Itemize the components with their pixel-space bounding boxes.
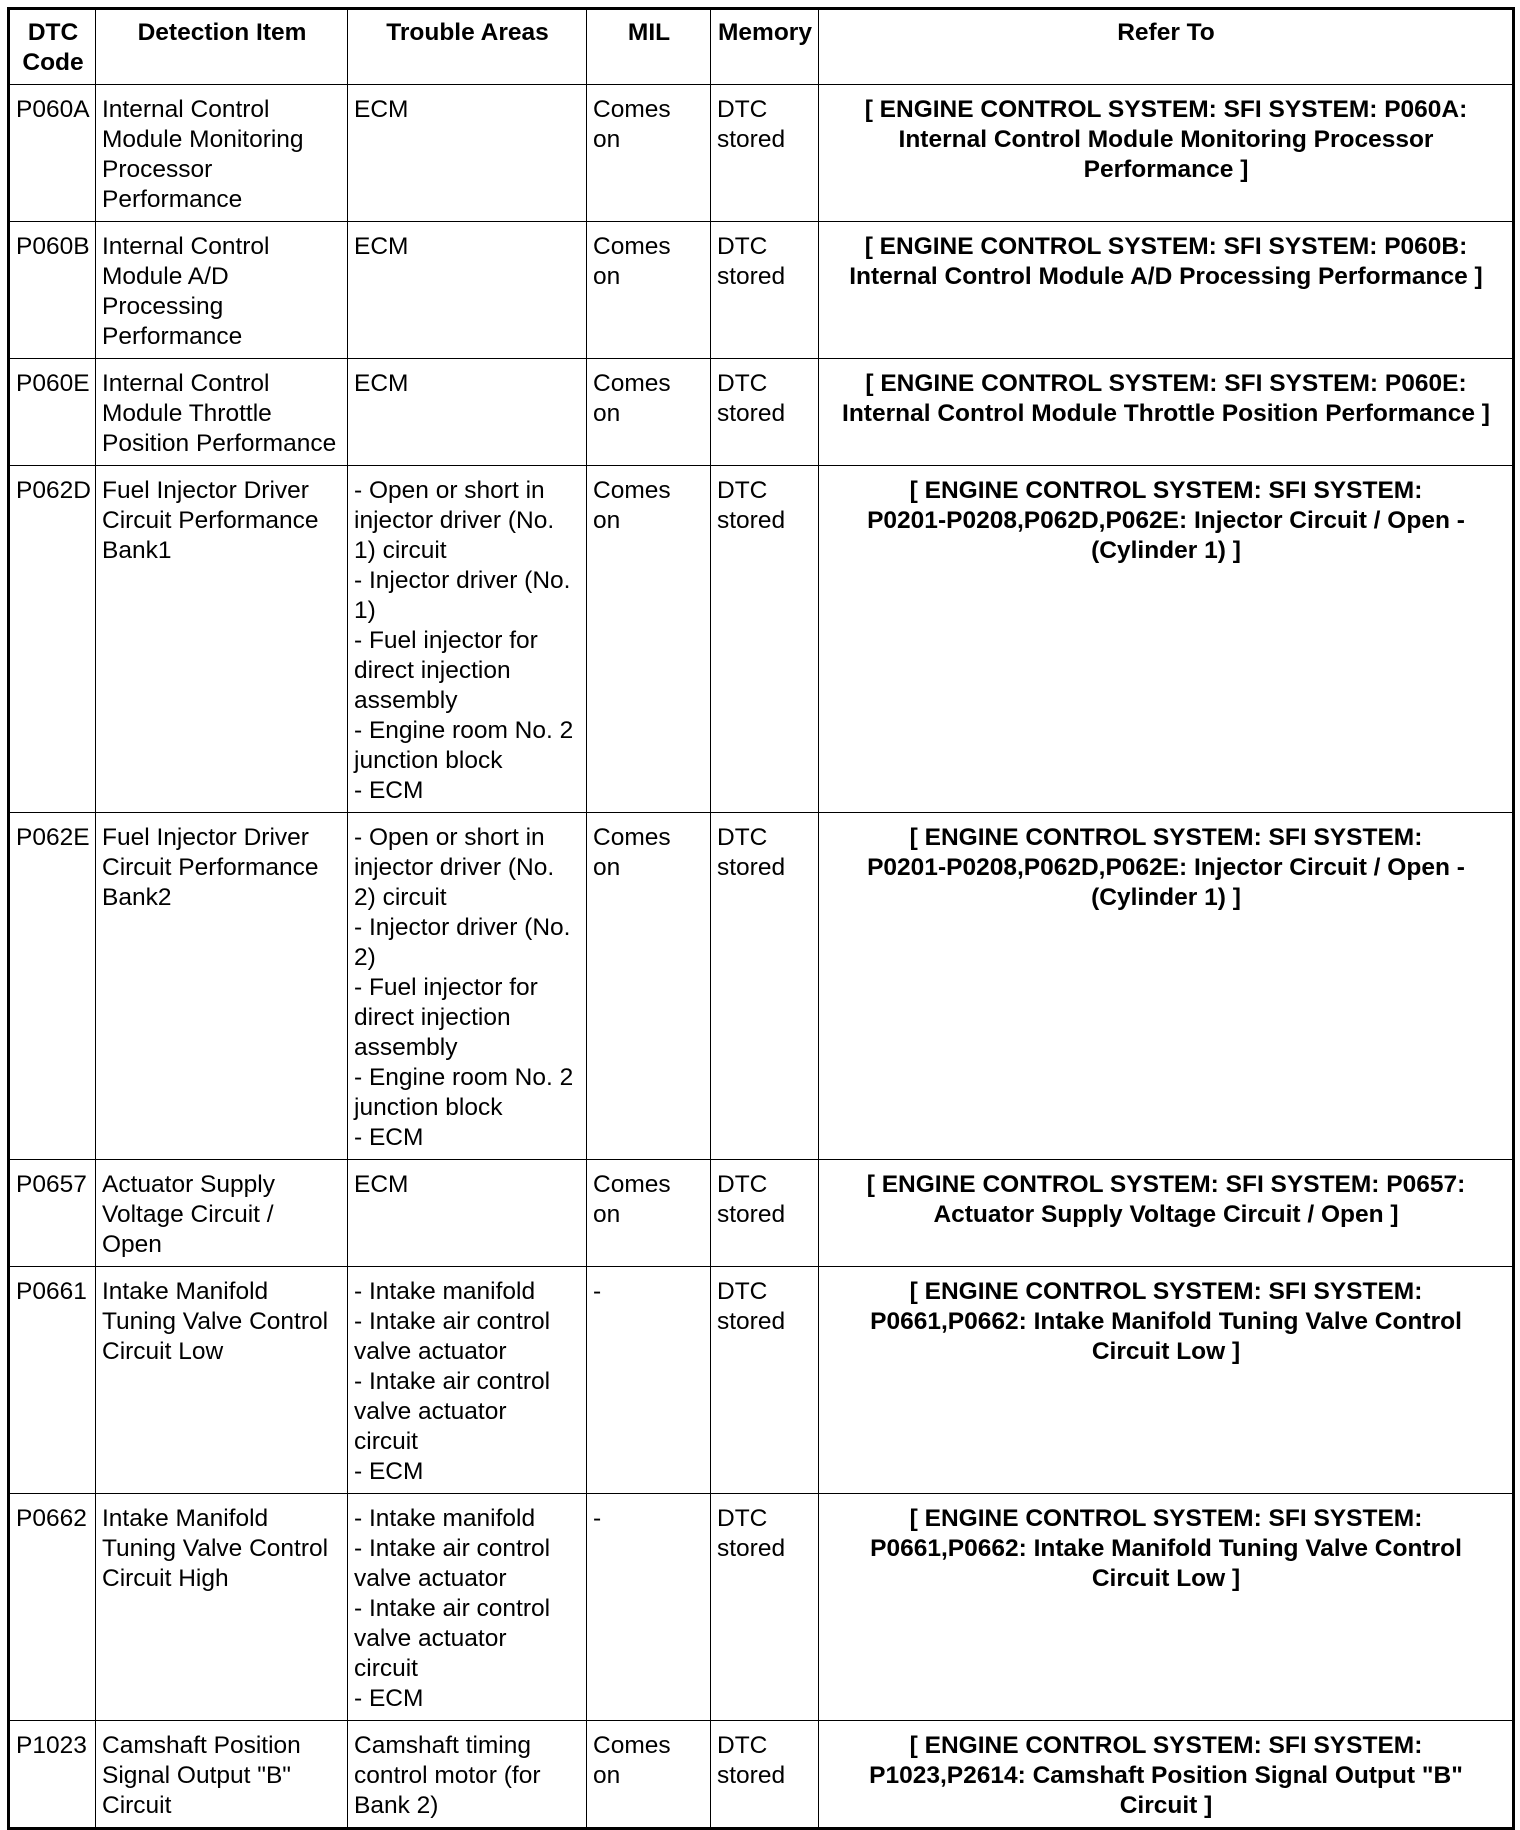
refer-to-link[interactable]: [ ENGINE CONTROL SYSTEM: SFI SYSTEM: P0661,P0662: Intake Manifold Tuning Valve Control Circuit Low ] [819,1494,1514,1721]
header-dtc-code: DTC Code [9,9,96,85]
dtc-code-cell: P062E [9,813,96,1160]
memory-cell: DTC stored [711,1160,819,1267]
mil-cell: Comes on [587,85,711,222]
memory-cell: DTC stored [711,1721,819,1829]
refer-to-link[interactable]: [ ENGINE CONTROL SYSTEM: SFI SYSTEM: P1023,P2614: Camshaft Position Signal Output "B" Circuit ] [819,1721,1514,1829]
header-mil: MIL [587,9,711,85]
refer-to-link[interactable]: [ ENGINE CONTROL SYSTEM: SFI SYSTEM: P0661,P0662: Intake Manifold Tuning Valve Control Circuit Low ] [819,1267,1514,1494]
mil-cell: Comes on [587,466,711,813]
dtc-code-cell: P0662 [9,1494,96,1721]
dtc-code-cell: P060B [9,222,96,359]
dtc-code-cell: P1023 [9,1721,96,1829]
refer-to-link[interactable]: [ ENGINE CONTROL SYSTEM: SFI SYSTEM: P0201-P0208,P062D,P062E: Injector Circuit / Open - (Cylinder 1) ] [819,466,1514,813]
table-row [9,222,1514,359]
memory-cell: DTC stored [711,1267,819,1494]
memory-cell: DTC stored [711,359,819,466]
header-memory: Memory [711,9,819,85]
header-refer-to: Refer To [819,9,1514,85]
mil-cell: Comes on [587,1160,711,1267]
detection-item-cell: Actuator Supply Voltage Circuit / Open [96,1160,348,1267]
table-row [9,1721,1514,1829]
table-header [9,9,1514,85]
dtc-code-cell: P0661 [9,1267,96,1494]
refer-to-link[interactable]: [ ENGINE CONTROL SYSTEM: SFI SYSTEM: P060E: Internal Control Module Throttle Position Performance ] [819,359,1514,466]
mil-cell: Comes on [587,222,711,359]
trouble-areas-cell: ECM [348,359,587,466]
mil-cell: - [587,1267,711,1494]
trouble-areas-cell: Camshaft timing control motor (for Bank 2) [348,1721,587,1829]
detection-item-cell: Intake Manifold Tuning Valve Control Circuit Low [96,1267,348,1494]
trouble-areas-cell: ECM [348,1160,587,1267]
detection-item-cell: Intake Manifold Tuning Valve Control Circuit High [96,1494,348,1721]
table-row [9,1267,1514,1494]
refer-to-link[interactable]: [ ENGINE CONTROL SYSTEM: SFI SYSTEM: P0201-P0208,P062D,P062E: Injector Circuit / Open - (Cylinder 1) ] [819,813,1514,1160]
dtc-code-cell: P060E [9,359,96,466]
trouble-areas-cell: ECM [348,222,587,359]
dtc-code-cell: P0657 [9,1160,96,1267]
header-trouble-areas: Trouble Areas [348,9,587,85]
memory-cell: DTC stored [711,85,819,222]
refer-to-link[interactable]: [ ENGINE CONTROL SYSTEM: SFI SYSTEM: P0657: Actuator Supply Voltage Circuit / Open ] [819,1160,1514,1267]
detection-item-cell: Internal Control Module Monitoring Processor Performance [96,85,348,222]
table-row [9,85,1514,222]
detection-item-cell: Internal Control Module A/D Processing Performance [96,222,348,359]
detection-item-cell: Camshaft Position Signal Output "B" Circuit [96,1721,348,1829]
dtc-code-cell: P062D [9,466,96,813]
trouble-areas-cell: ECM [348,85,587,222]
trouble-areas-cell: - Open or short in injector driver (No. 2) circuit - Injector driver (No. 2) - Fuel injector for direct injection assembly - Engine room No. 2 junction block - ECM [348,813,587,1160]
mil-cell: Comes on [587,813,711,1160]
detection-item-cell: Fuel Injector Driver Circuit Performance Bank1 [96,466,348,813]
table-row [9,1494,1514,1721]
table-row [9,466,1514,813]
dtc-table [7,7,1515,1830]
refer-to-link[interactable]: [ ENGINE CONTROL SYSTEM: SFI SYSTEM: P060B: Internal Control Module A/D Processing Performance ] [819,222,1514,359]
header-detection-item: Detection Item [96,9,348,85]
mil-cell: Comes on [587,1721,711,1829]
detection-item-cell: Internal Control Module Throttle Position Performance [96,359,348,466]
dtc-code-cell: P060A [9,85,96,222]
refer-to-link[interactable]: [ ENGINE CONTROL SYSTEM: SFI SYSTEM: P060A: Internal Control Module Monitoring Processor Performance ] [819,85,1514,222]
memory-cell: DTC stored [711,1494,819,1721]
trouble-areas-cell: - Intake manifold - Intake air control valve actuator - Intake air control valve actuator circuit - ECM [348,1494,587,1721]
mil-cell: - [587,1494,711,1721]
detection-item-cell: Fuel Injector Driver Circuit Performance Bank2 [96,813,348,1160]
table-row [9,359,1514,466]
memory-cell: DTC stored [711,222,819,359]
mil-cell: Comes on [587,359,711,466]
table-row [9,1160,1514,1267]
header-row [9,9,1514,85]
memory-cell: DTC stored [711,466,819,813]
table-row [9,813,1514,1160]
table-body [9,85,1514,1829]
trouble-areas-cell: - Intake manifold - Intake air control valve actuator - Intake air control valve actuator circuit - ECM [348,1267,587,1494]
trouble-areas-cell: - Open or short in injector driver (No. 1) circuit - Injector driver (No. 1) - Fuel injector for direct injection assembly - Engine room No. 2 junction block - ECM [348,466,587,813]
memory-cell: DTC stored [711,813,819,1160]
